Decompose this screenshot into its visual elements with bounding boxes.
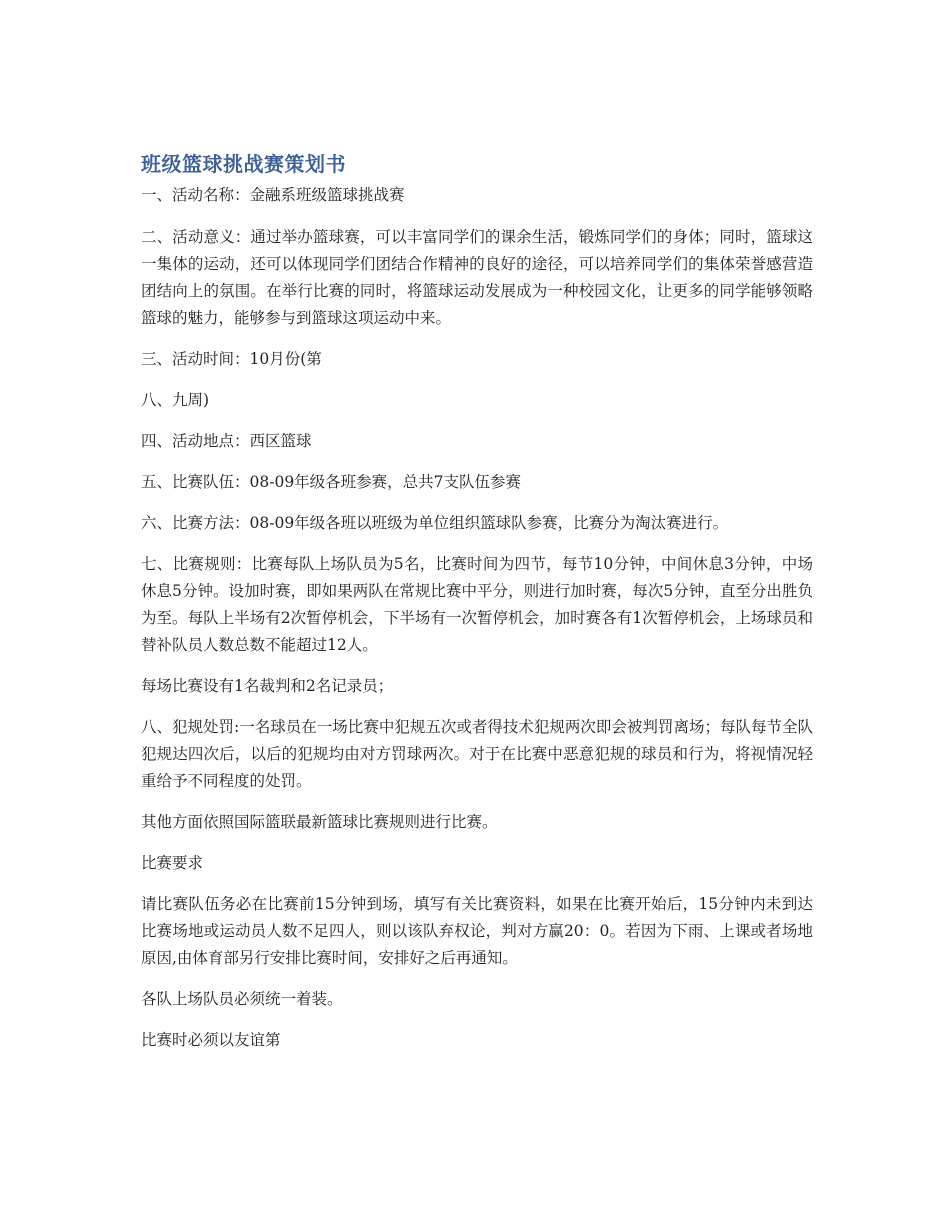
paragraph-activity-weeks: 八、九周): [141, 391, 210, 409]
document-body: [141, 150, 813, 1068]
paragraph-activity-time: 三、活动时间：10月份(第: [141, 350, 322, 368]
paragraph-arrival-requirements: 请比赛队伍务必在比赛前15分钟到场，填写有关比赛资料，如果在比赛开始后，15分钟内未到达比赛场地或运动员人数不足四人，则以该队弃权论，判对方赢20：0。若因为下雨、上课或者场地原因,由体育部另行安排比赛时间，安排好之后再通知。: [141, 895, 813, 967]
paragraph-teams: 五、比赛队伍：08-09年级各班参赛，总共7支队伍参赛: [141, 473, 522, 491]
paragraph-match-method: 六、比赛方法：08-09年级各班以班级为单位组织篮球队参赛，比赛分为淘汰赛进行。: [141, 514, 729, 532]
paragraph-other-rules: 其他方面依照国际篮联最新篮球比赛规则进行比赛。: [141, 813, 498, 831]
paragraph-requirements-heading: 比赛要求: [141, 854, 204, 872]
paragraph-uniform: 各队上场队员必须统一着装。: [141, 990, 343, 1008]
paragraph-referees: 每场比赛设有1名裁判和2名记录员；: [141, 677, 394, 695]
paragraph-activity-significance: 二、活动意义：通过举办篮球赛，可以丰富同学们的课余生活，锻炼同学们的身体；同时，篮球这一集体的运动，还可以体现同学们团结合作精神的良好的途径，可以培养同学们的集体荣誉感营造团结向上的氛围。在举行比赛的同时，将篮球运动发展成为一种校园文化，让更多的同学能够领略篮球的魅力，能够参与到篮球这项运动中来。: [141, 228, 813, 327]
document-title: 班级篮球挑战赛策划书: [141, 152, 346, 176]
paragraph-activity-location: 四、活动地点：西区篮球: [141, 432, 312, 450]
paragraph-activity-name: 一、活动名称：金融系班级篮球挑战赛: [141, 186, 405, 204]
paragraph-match-rules: 七、比赛规则：比赛每队上场队员为5名，比赛时间为四节，每节10分钟，中间休息3分钟，中场休息5分钟。设加时赛，即如果两队在常规比赛中平分，则进行加时赛，每次5分钟，直至分出胜负为至。每队上半场有2次暂停机会，下半场有一次暂停机会，加时赛各有1次暂停机会，上场球员和替补队员人数总数不能超过12人。: [141, 555, 813, 654]
paragraph-foul-penalties: 八、犯规处罚:一名球员在一场比赛中犯规五次或者得技术犯规两次即会被判罚离场；每队每节全队犯规达四次后，以后的犯规均由对方罚球两次。对于在比赛中恶意犯规的球员和行为，将视情况轻重给予不同程度的处罚。: [141, 718, 813, 790]
paragraph-friendship: 比赛时必须以友谊第: [141, 1031, 281, 1049]
